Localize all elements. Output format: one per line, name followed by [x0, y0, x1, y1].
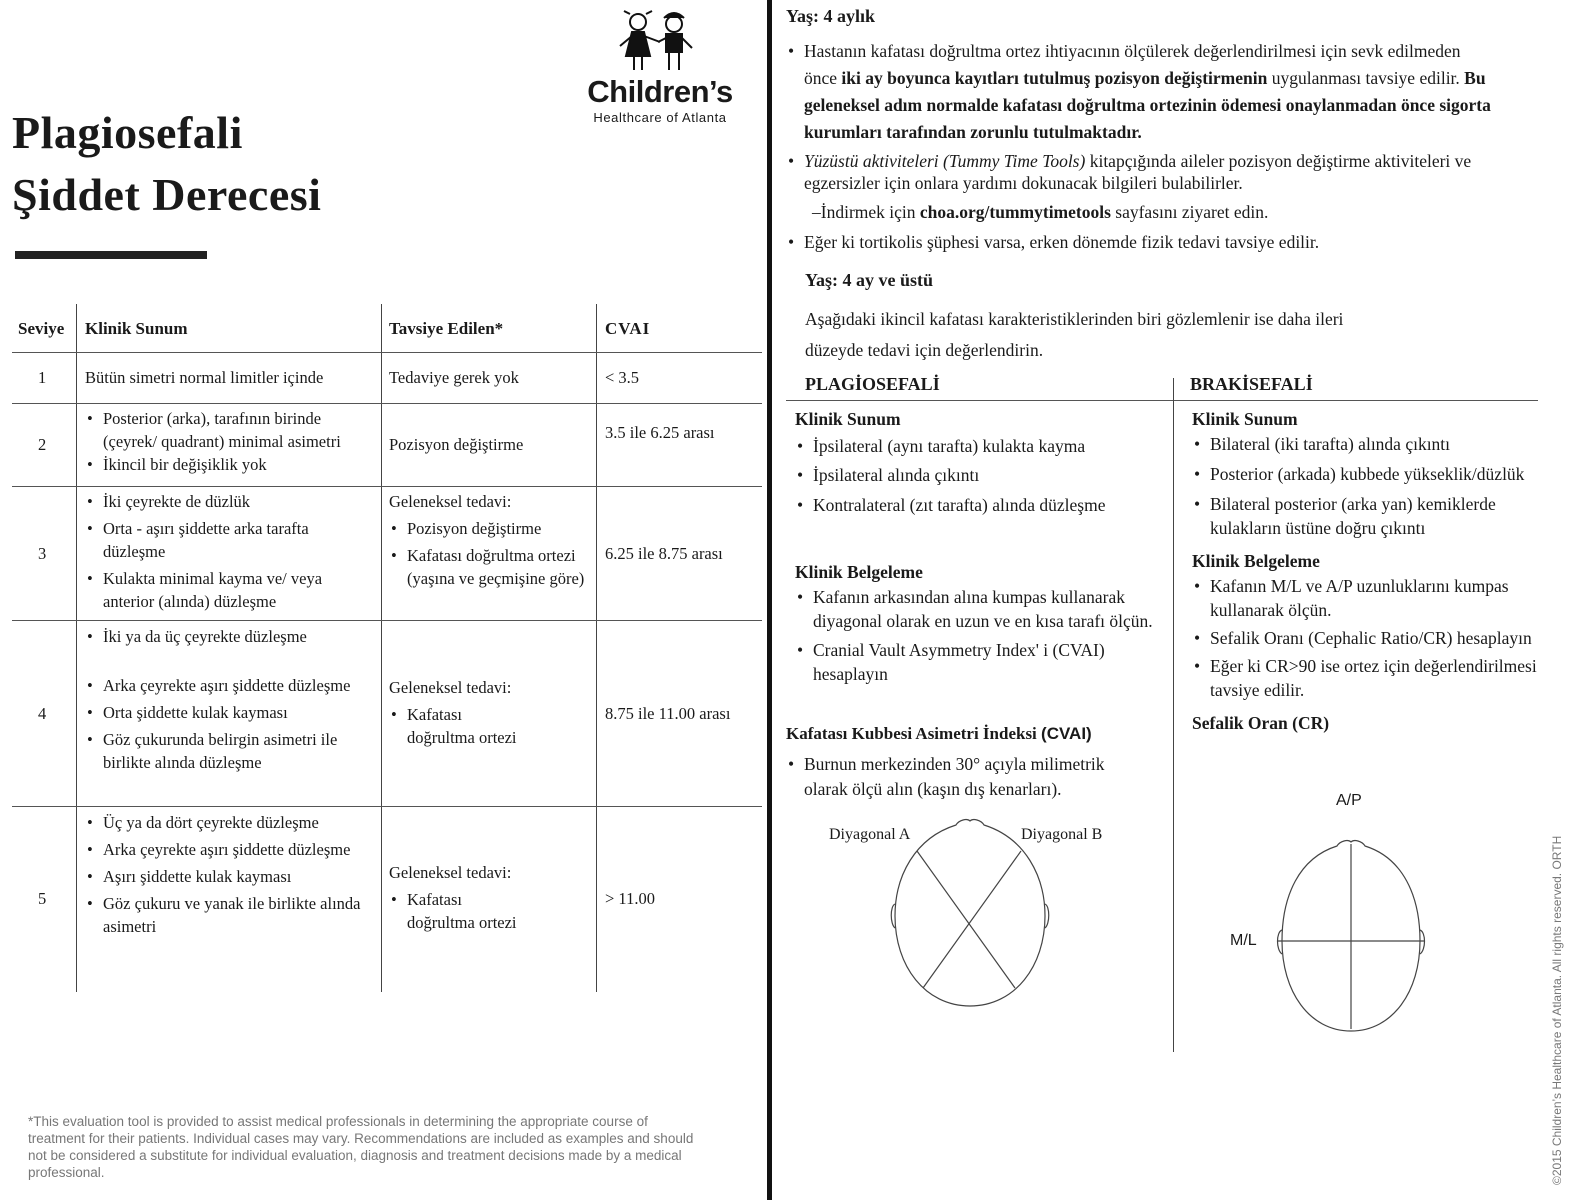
bullet-bold: iki ay boyunca kayıtları tutulmuş pozisyon değiştirmenin [841, 68, 1268, 88]
plagio-clinical-title: Klinik Sunum [795, 409, 901, 429]
ap-label: A/P [1336, 792, 1362, 809]
tummy-time-title: Yüzüstü aktiviteleri (Tummy Time Tools) [804, 151, 1086, 171]
cvai-title [786, 724, 1166, 744]
row-divider [12, 620, 762, 621]
row-1-clinical: Bütün simetri normal limitler içinde [85, 368, 324, 387]
plagio-column [795, 406, 1155, 521]
title-line-2: Şiddet Derecesi [12, 169, 322, 220]
list-item: • Sefalik Oranı (Cephalic Ratio/CR) hesaplayın [1192, 626, 1562, 650]
row-1-level: 1 [38, 368, 47, 387]
header-cvai: CVAI [605, 319, 651, 338]
plagio-clinical-list [795, 432, 1155, 521]
row-divider [12, 352, 762, 353]
header-clinical: Klinik Sunum [85, 319, 188, 338]
list-item: • İki ya da üç çeyrekte düzleşme [85, 625, 370, 648]
list-item: • Aşırı şiddette kulak kayması [85, 865, 365, 888]
recommended-intro: Geleneksel tedavi: [389, 863, 512, 882]
age-4-plus-text: Aşağıdaki ikincil kafatası karakteristiklerinden biri gözlemlenir ise daha ileri düzeyde tedavi için değerlendirin. [805, 309, 1344, 360]
download-link[interactable]: choa.org/tummytimetools [919, 202, 1111, 222]
plagio-doc-list [795, 585, 1155, 686]
copyright-notice: ©2015 Children’s Healthcare of Atlanta. All rights reserved. ORTH [1550, 835, 1564, 1185]
list-item: • Göz çukurunda belirgin asimetri ile birlikte alında düzleşme [85, 728, 370, 774]
list-item: • İki çeyrekte de düzlük [85, 490, 370, 513]
list-item [786, 150, 1496, 194]
diagonal-b-label: Diyagonal B [1021, 826, 1103, 843]
brachy-doc-title: Klinik Belgeleme [1192, 551, 1320, 571]
col-divider [596, 304, 597, 992]
row-4-level: 4 [38, 704, 47, 723]
list-item: • Orta şiddette kulak kayması [85, 701, 370, 724]
list-item: • Cranial Vault Asymmetry Index' i (CVAI) hesaplayın [795, 638, 1155, 686]
list-item: • Üç ya da dört çeyrekte düzleşme [85, 811, 365, 834]
row-2-clinical-list [85, 407, 377, 476]
brachy-clinical-title: Klinik Sunum [1192, 409, 1298, 429]
list-item: • Arka çeyrekte aşırı şiddette düzleşme [85, 838, 365, 861]
row-1-cvai: < 3.5 [605, 368, 640, 387]
row-1-recommended: Tedaviye gerek yok [389, 368, 519, 387]
kids-icon [580, 8, 740, 72]
row-4-cvai: 8.75 ile 11.00 arası [605, 704, 731, 723]
section-divider [786, 400, 1538, 401]
brachy-clinical-list [1192, 432, 1562, 540]
row-5-level: 5 [38, 889, 47, 908]
list-item: • İkincil bir değişiklik yok [85, 453, 377, 476]
download-text: –İndirmek için [812, 202, 920, 222]
list-item: • Eğer ki CR>90 ise ortez için değerlendirilmesi tavsiye edilir. [1192, 654, 1562, 702]
recommended-list [389, 888, 529, 934]
diagonal-b-line [923, 851, 1021, 988]
title-line-1: Plagiosefali [12, 107, 243, 158]
row-3-recommended [389, 490, 589, 590]
recommended-intro: Geleneksel tedavi: [389, 678, 512, 697]
row-5-clinical-list [85, 811, 365, 938]
brachy-column [1192, 406, 1562, 736]
head-outline [895, 820, 1045, 1006]
list-item: • Posterior (arka), tarafının birinde (çeyrek/ quadrant) minimal asimetri [85, 407, 377, 453]
list-item: • Kafanın arkasından alına kumpas kullanarak diyagonal olarak en uzun ve en kısa tarafı ölçün. [795, 585, 1155, 633]
bullet-text: uygulanması tavsiye edilir. [1267, 68, 1465, 88]
age-4-months-list [786, 38, 1496, 254]
row-3-clinical-list [85, 490, 370, 613]
cvai-abbrev: (CVAI) [1041, 724, 1092, 743]
bullet-bold: Bu geleneksel adım normalde kafatası doğrultma ortezinin ödemesi onaylanmadan önce sigorta kurumları tarafından zorunlu tutulmaktadır. [804, 68, 1491, 142]
list-item: • Kafatası doğrultma ortezi (yaşına ve geçmişine göre) [389, 544, 589, 590]
ml-label: M/L [1230, 932, 1257, 949]
list-item [786, 38, 1496, 146]
list-item: • Kafanın M/L ve A/P uzunluklarını kumpas kullanarak ölçün. [1192, 574, 1562, 622]
list-item: • Burnun merkezinden 30° açıyla milimetrik olarak ölçü alın (kaşın dış kenarları). [786, 752, 1136, 802]
childrens-logo [580, 8, 740, 125]
logo-subtitle: Healthcare of Atlanta [593, 110, 727, 125]
row-divider [12, 403, 762, 404]
row-divider [12, 486, 762, 487]
column-divider [1173, 378, 1174, 1052]
recommended-intro: Geleneksel tedavi: [389, 492, 512, 511]
recommended-list [389, 517, 589, 590]
list-item: • Kafatası doğrultma ortezi [389, 703, 529, 749]
age-4-plus-title: Yaş: 4 ay ve üstü [805, 270, 934, 290]
list-item: • Göz çukuru ve yanak ile birlikte alında asimetri [85, 892, 365, 938]
row-5-cvai: > 11.00 [605, 889, 655, 908]
left-ear [1278, 930, 1283, 954]
list-item: • Bilateral (iki tarafta) alında çıkıntı [1192, 432, 1562, 456]
plagio-head-diagram [885, 816, 1055, 1011]
recommended-list [389, 703, 529, 749]
list-item: • Kontralateral (zıt tarafta) alında düzleşme [795, 490, 1155, 521]
bullet-text: kitapçığında aileler pozisyon değiştirme aktiviteleri ve egzersizler için onlara yardımı dokunacak bilgileri bulabilirler. [804, 151, 1472, 193]
diagonal-a-line [917, 851, 1015, 988]
page-title [12, 102, 321, 226]
diagonal-a-label: Diyagonal A [829, 826, 911, 843]
list-item: • Bilateral posterior (arka yan) kemiklerde kulakların üstüne doğru çıkıntı [1192, 492, 1562, 540]
list-item: • İpsilateral alında çıkıntı [795, 461, 1155, 490]
cvai-title-text: Kafatası Kubbesi Asimetri İndeksi [786, 724, 1042, 743]
col-divider [76, 304, 77, 992]
cephalic-ratio-title: Sefalik Oran (CR) [1192, 713, 1330, 733]
title-underline [15, 251, 207, 259]
col-divider [381, 304, 382, 992]
row-2-recommended: Pozisyon değiştirme [389, 435, 524, 454]
header-level: Seviye [18, 319, 65, 338]
list-item: • Pozisyon değiştirme [389, 517, 589, 540]
row-divider [12, 806, 762, 807]
download-text: sayfasını ziyaret edin. [1110, 202, 1269, 222]
list-item: • Arka çeyrekte aşırı şiddette düzleşme [85, 674, 370, 697]
disclaimer-footnote: *This evaluation tool is provided to assist medical professionals in determining the appropriate course of treatment for their patients. Individual cases may vary. Recommendations are included as examples and should not be considered a substitute for individual evaluation, diagnosis and treatment decisions made by a medical professional. [28, 1114, 694, 1180]
row-4-recommended [389, 676, 589, 749]
list-item: • Kulakta minimal kayma ve/ veya anterior (alında) düzleşme [85, 567, 370, 613]
page-divider [767, 0, 772, 1200]
logo-brand: Children’s [587, 74, 733, 109]
download-line [786, 200, 1496, 224]
list-item: • Kafatası doğrultma ortezi [389, 888, 529, 934]
header-recommended: Tavsiye Edilen* [389, 319, 504, 338]
row-2-cvai: 3.5 ile 6.25 arası [605, 423, 715, 442]
row-4-clinical-list [85, 625, 370, 774]
row-2-level: 2 [38, 435, 47, 454]
list-item: • Eğer ki tortikolis şüphesi varsa, erken dönemde fizik tedavi tavsiye edilir. [786, 230, 1496, 254]
plagio-doc [795, 559, 1155, 686]
age-4-months-title: Yaş: 4 aylık [786, 6, 876, 26]
brachy-doc-list [1192, 574, 1562, 702]
brachy-head-diagram [1268, 836, 1434, 1036]
right-ear [1420, 930, 1425, 954]
list-item: • Posterior (arkada) kubbede yükseklik/düzlük [1192, 462, 1562, 486]
bullet-text: Hastanın kafatası doğrultma ortez ihtiyacının ölçülerek değerlendirilmesi için sevk edilmeden önce [804, 41, 1461, 88]
row-3-level: 3 [38, 544, 47, 563]
row-5-recommended [389, 861, 589, 934]
plagio-doc-title: Klinik Belgeleme [795, 562, 923, 582]
brachy-title: BRAKİSEFALİ [1190, 374, 1313, 394]
cvai-list [786, 752, 1136, 802]
list-item: • Orta - aşırı şiddette arka tarafta düzleşme [85, 517, 370, 563]
list-item: • İpsilateral (aynı tarafta) kulakta kayma [795, 432, 1155, 461]
row-3-cvai: 6.25 ile 8.75 arası [605, 544, 723, 563]
plagio-title: PLAGİOSEFALİ [805, 374, 940, 394]
